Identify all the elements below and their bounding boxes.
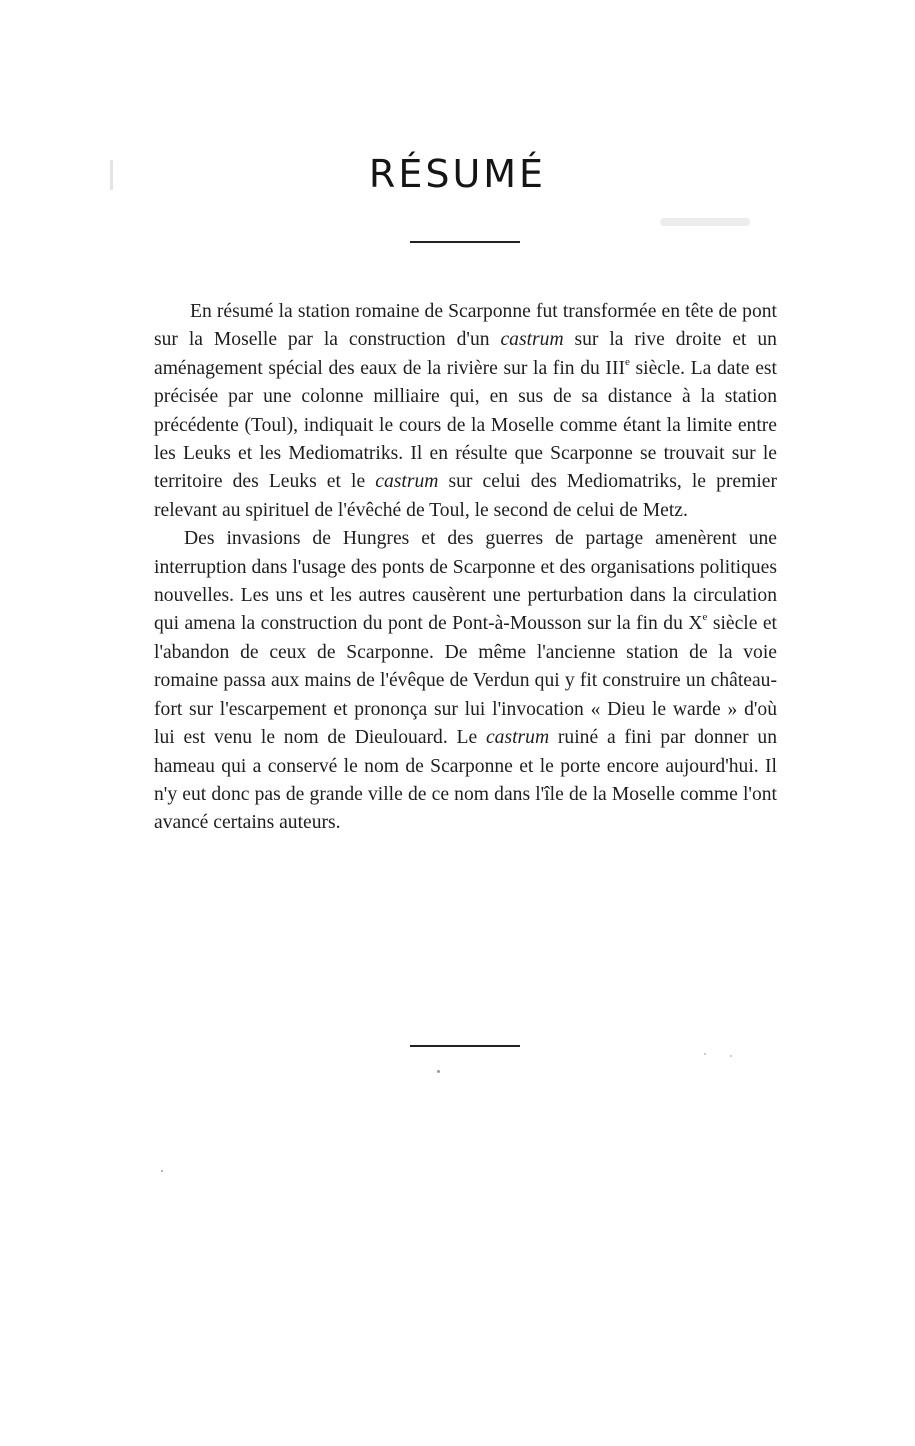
paragraph-1-italic-a: castrum: [500, 329, 564, 351]
paragraph-1-text-b: sur la rive droite et un aménagement spécial des eaux de la rivière sur la fin du III: [154, 329, 777, 379]
paragraph-1-superscript: e: [625, 355, 630, 368]
scan-speck: [161, 1170, 163, 1172]
page-title: RÉSUMÉ: [368, 152, 547, 196]
paragraph-1-text-a: En résumé la station romaine de Scarponne fut transformée en tête de pont sur la Moselle par la construction d'un: [154, 301, 777, 351]
scan-speck: [730, 1055, 732, 1057]
paragraph-2-superscript: e: [702, 611, 708, 624]
paragraph-2-italic-a: castrum: [485, 727, 550, 749]
scan-speck: [110, 160, 113, 190]
paragraph-2: [154, 525, 777, 837]
paragraph-1-italic-b: castrum: [375, 471, 439, 493]
paragraph-1: [154, 298, 777, 525]
paragraph-2-text-a: Des invasions de Hungres et des guerres de partage amenèrent une interruption dans l'usage des ponts de Scarponne et des organisations politiques nouvelles. Les uns et les autres causèrent une perturbation dans la circulation qui amena la construction du pont de Pont-à-Mousson sur la fin du X: [154, 528, 777, 635]
top-divider: [410, 241, 520, 243]
paragraph-1-text-c: siècle. La date est précisée par une colonne milliaire qui, en sus de sa distance à la station précédente (Toul), indiquait le cours de la Moselle comme étant la limite entre les Leuks et les Mediomatriks. Il en résulte que Scarponne se trouvait sur le territoire des Leuks et le: [154, 357, 777, 493]
scan-speck: [660, 218, 750, 226]
paragraph-1-text-d: sur celui des Mediomatriks, le premier relevant au spirituel de l'évêché de Toul, le second de celui de Metz.: [154, 471, 777, 521]
paragraph-2-text-c: ruiné a fini par donner un hameau qui a conservé le nom de Scarponne et le porte encore aujourd'hui. Il n'y eut donc pas de grande ville de ce nom dans l'île de la Moselle comme l'ont avancé certains auteurs.: [154, 727, 778, 834]
scan-speck: [704, 1053, 706, 1055]
scan-speck: [437, 1070, 440, 1073]
paragraph-2-text-b: siècle et l'abandon de ceux de Scarponne. De même l'ancienne station de la voie romaine passa aux mains de l'évêque de Verdun qui y fit construire un château-fort sur l'escarpement et prononça sur lui l'invocation « Dieu le warde » d'où lui est venu le nom de Dieulouard. Le: [154, 613, 777, 749]
bottom-divider: [410, 1045, 520, 1047]
summary-text: [154, 298, 777, 838]
